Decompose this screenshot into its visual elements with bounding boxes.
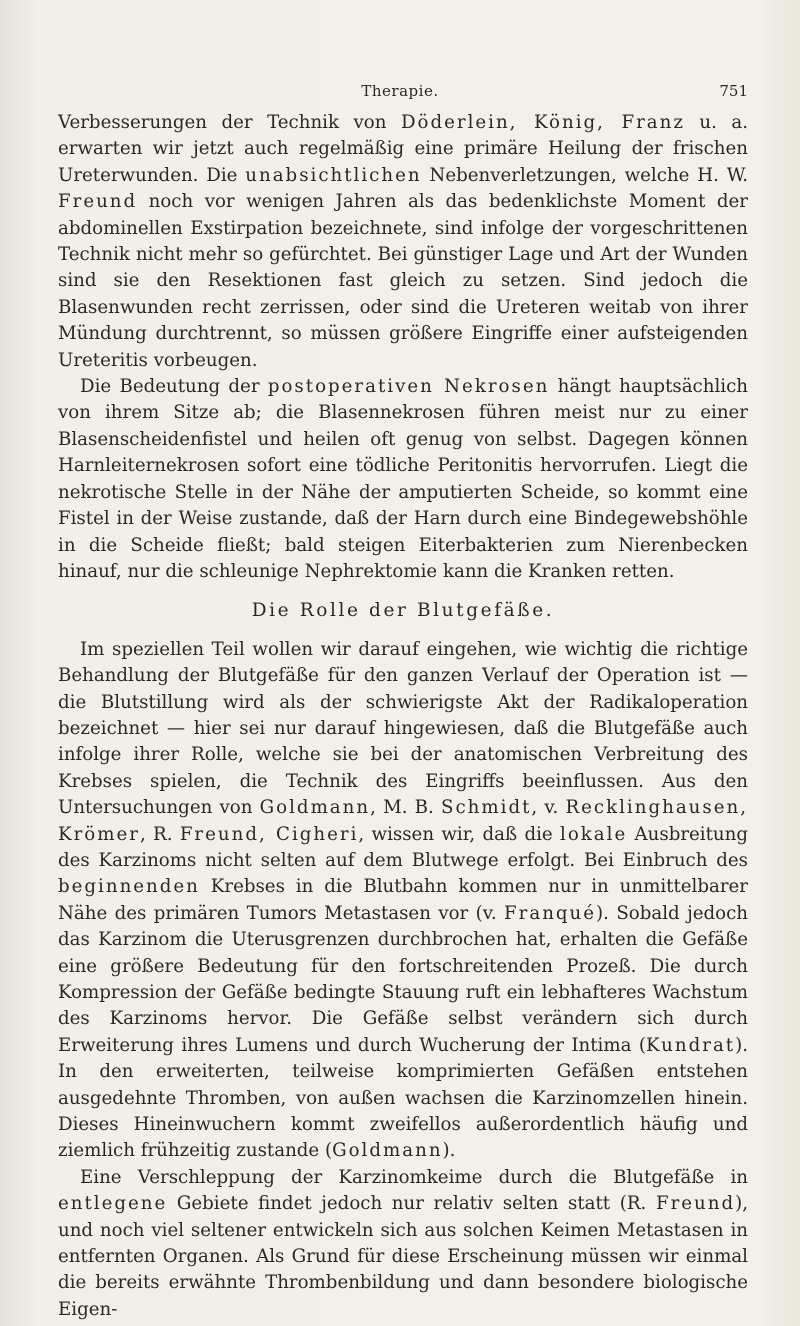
section-heading: Die Rolle der Blutgefäße. <box>251 600 555 622</box>
spaced-name: lokale <box>560 823 628 845</box>
page-number: 751 <box>719 82 748 100</box>
spaced-name: Freund <box>655 1193 736 1215</box>
body-text <box>58 110 748 1323</box>
spaced-name: Recklinghausen, Krömer <box>58 797 748 845</box>
paragraph: Eine Verschleppung der Karzinomkeime durch die Blutgefäße in entlegene Gebiete findet jedoch nur relativ selten statt (R. Freund), und noch viel seltener entwickeln sich aus solchen Keimen Metastasen in entfernten Organen. Als Grund für diese Erscheinung müssen wir einmal die bereits erwähnte Thrombenbildung und dann besondere biologische Eigen- <box>58 1166 748 1320</box>
spaced-name: beginnenden <box>58 876 200 898</box>
spaced-name: Franqué <box>504 902 597 924</box>
spaced-name: entlegene <box>58 1193 168 1215</box>
spaced-name: postoperativen Nekrosen <box>267 376 550 398</box>
running-title: Therapie. <box>361 82 439 100</box>
paragraph: Verbesserungen der Technik von Döderlein, König, Franz u. a. erwarten wir jetzt auch regelmäßig eine primäre Heilung der frischen Ureterwunden. Die unabsichtlichen Nebenverletzungen, welche H. W. Freund noch vor wenigen Jahren als das bedenklichste Moment der abdominellen Exstirpation bezeichnete, sind infolge der vorgeschrittenen Technik nicht mehr so gefürchtet. Bei günstiger Lage und Art der Wunden sind sie den Resektionen fast gleich zu setzen. Sind jedoch die Blasenwunden recht zerrissen, oder sind die Ureteren weitab von ihrer Mündung durchtrennt, so müssen größere Eingriffe einer aufsteigenden Ureteritis vorbeugen. <box>58 112 749 371</box>
spaced-name: Schmidt <box>441 797 532 819</box>
spaced-name: Kundrat <box>646 1034 736 1056</box>
spaced-name: unabsichtlichen <box>245 164 422 186</box>
running-head <box>0 82 800 106</box>
spaced-name: Freund, Cigheri <box>179 823 359 845</box>
spaced-name: Goldmann <box>259 797 371 819</box>
spaced-name: Goldmann <box>332 1140 443 1162</box>
paragraph: Im speziellen Teil wollen wir darauf eingehen, wie wichtig die richtige Behandlung der Blutgefäße für den ganzen Verlauf der Operation ist — die Blutstillung wird als der schwierigste Akt der Radikaloperation bezeichnet — hier sei nur darauf hingewiesen, daß die Blutgefäße auch infolge ihrer Rolle, welche sie bei der anatomischen Verbreitung des Krebses spielen, die Technik des Eingriffs beeinflussen. Aus den Untersuchungen von Goldmann, M. B. Schmidt, v. Recklinghausen, Krömer, R. Freund, Cigheri, wissen wir, daß die lokale Ausbreitung des Karzinoms nicht selten auf dem Blutwege erfolgt. Bei Einbruch des beginnenden Krebses in die Blutbahn kommen nur in unmittelbarer Nähe des primären Tumors Metastasen vor (v. Franqué). Sobald jedoch das Karzinom die Uterusgrenzen durchbrochen hat, erhalten die Gefäße eine größere Bedeutung für den fortschreitenden Prozeß. Die durch Kompression der Gefäße bedingte Stauung ruft ein lebhafteres Wachstum des Karzinoms hervor. Die Gefäße selbst verändern sich durch Erweiterung ihres Lumens und durch Wucherung der Intima (Kundrat). In den erweiterten, teilweise komprimierten Gefäßen entstehen ausgedehnte Thromben, von außen wachsen die Karzinomzellen hinein. Dieses Hineinwuchern kommt zweifellos außerordentlich häufig und ziemlich frühzeitig zustande (Goldmann). <box>58 638 749 1162</box>
paragraph: Die Bedeutung der postoperativen Nekrosen hängt hauptsächlich von ihrem Sitze ab; die Blasennekrosen führen meist nur zu einer Blasenscheidenfistel und heilen oft genug von selbst. Dagegen können Harnleiternekrosen sofort eine tödliche Peritonitis hervorrufen. Liegt die nekrotische Stelle in der Nähe der amputierten Scheide, so kommt eine Fistel in der Weise zustande, daß der Harn durch eine Bindegewebshöhle in die Scheide fließt; bald steigen Eiterbakterien zum Nierenbecken hinauf, nur die schleunige Nephrektomie kann die Kranken retten. <box>58 376 748 582</box>
spaced-name: Döderlein, König, Franz <box>400 112 685 133</box>
spaced-name: Freund <box>58 191 138 213</box>
